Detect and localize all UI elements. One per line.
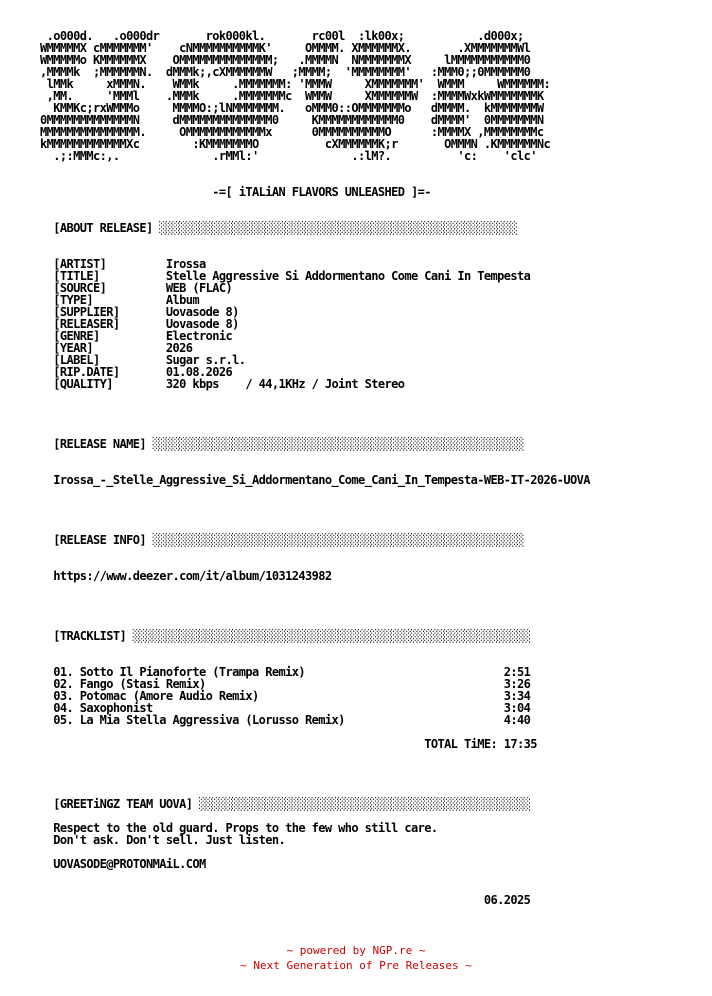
nfo-document: .o000d. .o000dr rok000kl. rc00l :lk00x; .d000x; WMMMMMX cMMMMMMM' cNMMMMMMMMMMK' OMMMM. XMMMMMMX. .XMMMMMMMWl WMMMMMo KMMMMMMX OMMMMMMMMMMMMMM; .MMMMN NMMMMMMMX lMMMMMMMMMMM0 ,MMMMk ;MMMMMMN. dMMMk;,cXMMMMMMW ;MMMM; 'MMMMMMMM' :MMM0;;0MMMMMM0 lMMk xMMMN. WMMk .MMMMMMM: 'MMMW XMMMMMMM' WMMM WMMMMMM: ,MM. 'MMMl .MMMk .MMMMMMMc WMMW XMMMMMMW :MMMMWxkWMMMMMMMK KMMKc;rxWMMMo MMMMO:;lNMMMMMMM. oMMM0::OMMMMMMMo dMMMM. kMMMMMMMW 0MMMMMMMMMMMMMN dMMMMMMMMMMMMMM0 KMMMMMMMMMMMM0 dMMMM' 0MMMMMMMN MMMMMMMMMMMMMMM. OMMMMMMMMMMMMx 0MMMMMMMMMMO :MMMMX ,MMMMMMMMc kMMMMMMMMMMMMXc :KMMMMMMMO cXMMMMMMK;r OMMMN .KMMMMMMNc .;:MMMc:,. .rMMl:' .:lM?. 'c: 'clc' -=[ iTALiAN FLAVORS UNLEASHED ]=- [ABOUT RELEASE] ░░░░░░░░░░░░░░░░░░░░░░░░░░░░░░░░░░░░░░░░░░░░░░░░░░░░░░ [ARTIST] Irossa [TITLE] Stelle Aggressive Si Addormentano Come Cani In Tempesta [SOURCE] WEB (FLAC) [TYPE] Album [SUPPLIER] Uovasode 8) [RELEASER] Uovasode 8) [GENRE] Electronic [YEAR] 2026 [LABEL] Sugar s.r.l. [RIP.DATE] 01.08.2026 [QUALITY] 320 kbps / 44,1KHz / Joint Stereo [RELEASE NAME] ░░░░░░░░░░░░░░░░░░░░░░░░░░░░░░░░░░░░░░░░░░░░░░░░░░░░░░░░ Irossa_-_Stelle_Aggressive_Si_Addormentano_Come_Cani_In_Tempesta-WEB-IT-2026-UOVA [RELEASE INFO] ░░░░░░░░░░░░░░░░░░░░░░░░░░░░░░░░░░░░░░░░░░░░░░░░░░░░░░░░ https://www.deezer.com/it/album/1031243982 [TRACKLIST] ░░░░░░░░░░░░░░░░░░░░░░░░░░░░░░░░░░░░░░░░░░░░░░░░░░░░░░░░░░░░ 01. Sotto Il Pianoforte (Trampa Remix) 2:51 02. Fango (Stasi Remix) 3:26 03. Potomac (Amore Audio Remix) 3:34 04. Saxophonist 3:04 05. La Mia Stella Aggressiva (Lorusso Remix) 4:40 TOTAL TiME: 17:35 [GREETiNGZ TEAM UOVA] ░░░░░░░░░░░░░░░░░░░░░░░░░░░░░░░░░░░░░░░░░░░░░░░░░░ Respect to the old guard. Props to the few who still care. Don't ask. Don't sell. Just listen. UOVASODE@PROTONMAiL.COM 06.2025 <box>40 29 590 907</box>
footer-tagline: ~ Next Generation of Pre Releases ~ <box>240 959 472 972</box>
footer <box>0 943 712 973</box>
footer-powered-by: ~ powered by NGP.re ~ <box>286 944 426 957</box>
